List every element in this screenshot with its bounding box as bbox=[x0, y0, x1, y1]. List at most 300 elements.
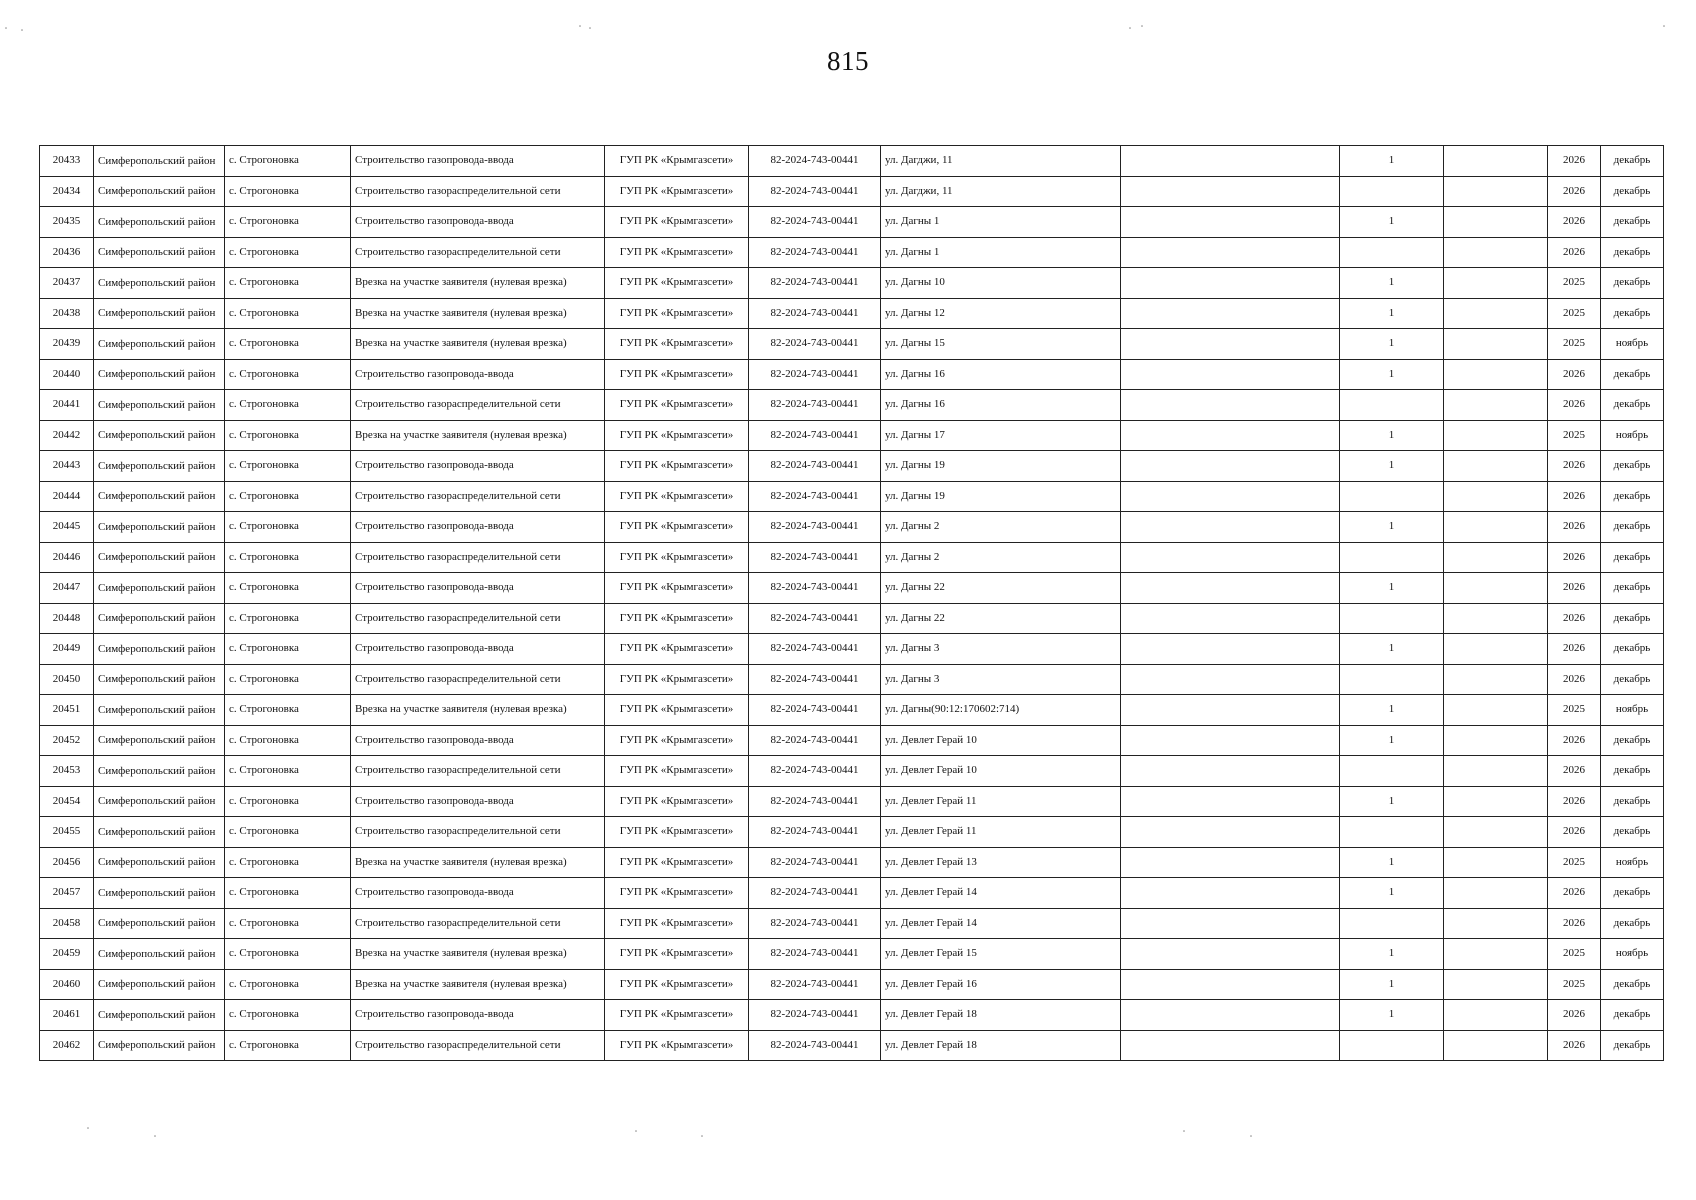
month-cell: декабрь bbox=[1601, 786, 1664, 817]
month-cell: декабрь bbox=[1601, 634, 1664, 665]
empty-cell bbox=[1444, 176, 1548, 207]
quantity-cell: 1 bbox=[1340, 786, 1444, 817]
quantity-cell: 1 bbox=[1340, 268, 1444, 299]
district-cell: Симферопольский район bbox=[94, 268, 225, 299]
table-row bbox=[40, 298, 1664, 329]
empty-cell bbox=[1444, 451, 1548, 482]
year-cell: 2026 bbox=[1548, 146, 1601, 177]
year-cell: 2026 bbox=[1548, 878, 1601, 909]
empty-cell bbox=[1444, 847, 1548, 878]
table-row bbox=[40, 1030, 1664, 1061]
empty-cell bbox=[1121, 786, 1340, 817]
work-type-cell: Строительство газораспределительной сети bbox=[351, 756, 605, 787]
district-cell: Симферопольский район bbox=[94, 969, 225, 1000]
row-number: 20458 bbox=[40, 908, 94, 939]
year-cell: 2025 bbox=[1548, 298, 1601, 329]
empty-cell bbox=[1121, 237, 1340, 268]
empty-cell bbox=[1444, 695, 1548, 726]
address-cell: ул. Девлет Герай 14 bbox=[881, 908, 1121, 939]
empty-cell bbox=[1121, 359, 1340, 390]
month-cell: ноябрь bbox=[1601, 939, 1664, 970]
year-cell: 2026 bbox=[1548, 359, 1601, 390]
empty-cell bbox=[1444, 603, 1548, 634]
program-code-cell: 82-2024-743-00441 bbox=[749, 603, 881, 634]
empty-cell bbox=[1121, 268, 1340, 299]
table-row bbox=[40, 756, 1664, 787]
program-code-cell: 82-2024-743-00441 bbox=[749, 817, 881, 848]
organization-cell: ГУП РК «Крымгазсети» bbox=[605, 451, 749, 482]
month-cell: декабрь bbox=[1601, 390, 1664, 421]
program-code-cell: 82-2024-743-00441 bbox=[749, 1000, 881, 1031]
address-cell: ул. Девлет Герай 10 bbox=[881, 756, 1121, 787]
district-cell: Симферопольский район bbox=[94, 1000, 225, 1031]
work-type-cell: Врезка на участке заявителя (нулевая врезка) bbox=[351, 969, 605, 1000]
year-cell: 2025 bbox=[1548, 847, 1601, 878]
organization-cell: ГУП РК «Крымгазсети» bbox=[605, 298, 749, 329]
empty-cell bbox=[1121, 1000, 1340, 1031]
quantity-cell: 1 bbox=[1340, 634, 1444, 665]
work-type-cell: Врезка на участке заявителя (нулевая врезка) bbox=[351, 695, 605, 726]
empty-cell bbox=[1444, 298, 1548, 329]
month-cell: декабрь bbox=[1601, 1000, 1664, 1031]
organization-cell: ГУП РК «Крымгазсети» bbox=[605, 817, 749, 848]
quantity-cell: 1 bbox=[1340, 725, 1444, 756]
program-code-cell: 82-2024-743-00441 bbox=[749, 786, 881, 817]
village-cell: с. Строгоновка bbox=[225, 512, 351, 543]
village-cell: с. Строгоновка bbox=[225, 329, 351, 360]
village-cell: с. Строгоновка bbox=[225, 542, 351, 573]
address-cell: ул. Дагны 12 bbox=[881, 298, 1121, 329]
address-cell: ул. Дагны 3 bbox=[881, 634, 1121, 665]
table-row bbox=[40, 573, 1664, 604]
quantity-cell bbox=[1340, 176, 1444, 207]
row-number: 20442 bbox=[40, 420, 94, 451]
empty-cell bbox=[1121, 725, 1340, 756]
year-cell: 2025 bbox=[1548, 268, 1601, 299]
district-cell: Симферопольский район bbox=[94, 725, 225, 756]
work-type-cell: Врезка на участке заявителя (нулевая врезка) bbox=[351, 268, 605, 299]
empty-cell bbox=[1444, 939, 1548, 970]
village-cell: с. Строгоновка bbox=[225, 695, 351, 726]
year-cell: 2026 bbox=[1548, 176, 1601, 207]
empty-cell bbox=[1444, 420, 1548, 451]
village-cell: с. Строгоновка bbox=[225, 451, 351, 482]
program-code-cell: 82-2024-743-00441 bbox=[749, 451, 881, 482]
organization-cell: ГУП РК «Крымгазсети» bbox=[605, 329, 749, 360]
month-cell: ноябрь bbox=[1601, 420, 1664, 451]
empty-cell bbox=[1121, 817, 1340, 848]
month-cell: декабрь bbox=[1601, 451, 1664, 482]
program-code-cell: 82-2024-743-00441 bbox=[749, 664, 881, 695]
row-number: 20448 bbox=[40, 603, 94, 634]
table-row bbox=[40, 542, 1664, 573]
quantity-cell: 1 bbox=[1340, 878, 1444, 909]
empty-cell bbox=[1444, 969, 1548, 1000]
table-row bbox=[40, 786, 1664, 817]
month-cell: декабрь bbox=[1601, 512, 1664, 543]
work-type-cell: Строительство газопровода-ввода bbox=[351, 146, 605, 177]
empty-cell bbox=[1121, 176, 1340, 207]
empty-cell bbox=[1444, 634, 1548, 665]
village-cell: с. Строгоновка bbox=[225, 817, 351, 848]
address-cell: ул. Девлет Герай 14 bbox=[881, 878, 1121, 909]
organization-cell: ГУП РК «Крымгазсети» bbox=[605, 573, 749, 604]
empty-cell bbox=[1121, 390, 1340, 421]
district-cell: Симферопольский район bbox=[94, 451, 225, 482]
work-type-cell: Строительство газопровода-ввода bbox=[351, 634, 605, 665]
village-cell: с. Строгоновка bbox=[225, 237, 351, 268]
year-cell: 2025 bbox=[1548, 329, 1601, 360]
row-number: 20455 bbox=[40, 817, 94, 848]
quantity-cell: 1 bbox=[1340, 420, 1444, 451]
district-cell: Симферопольский район bbox=[94, 542, 225, 573]
month-cell: декабрь bbox=[1601, 969, 1664, 1000]
address-cell: ул. Дагны 16 bbox=[881, 359, 1121, 390]
year-cell: 2026 bbox=[1548, 237, 1601, 268]
row-number: 20438 bbox=[40, 298, 94, 329]
organization-cell: ГУП РК «Крымгазсети» bbox=[605, 878, 749, 909]
village-cell: с. Строгоновка bbox=[225, 725, 351, 756]
program-code-cell: 82-2024-743-00441 bbox=[749, 573, 881, 604]
table-row bbox=[40, 268, 1664, 299]
empty-cell bbox=[1444, 878, 1548, 909]
address-cell: ул. Дагны 1 bbox=[881, 237, 1121, 268]
program-code-cell: 82-2024-743-00441 bbox=[749, 237, 881, 268]
empty-cell bbox=[1121, 207, 1340, 238]
program-code-cell: 82-2024-743-00441 bbox=[749, 390, 881, 421]
empty-cell bbox=[1444, 1000, 1548, 1031]
month-cell: декабрь bbox=[1601, 573, 1664, 604]
district-cell: Симферопольский район bbox=[94, 573, 225, 604]
village-cell: с. Строгоновка bbox=[225, 1000, 351, 1031]
organization-cell: ГУП РК «Крымгазсети» bbox=[605, 725, 749, 756]
address-cell: ул. Дагны 19 bbox=[881, 451, 1121, 482]
program-code-cell: 82-2024-743-00441 bbox=[749, 298, 881, 329]
empty-cell bbox=[1121, 573, 1340, 604]
organization-cell: ГУП РК «Крымгазсети» bbox=[605, 939, 749, 970]
table-row bbox=[40, 329, 1664, 360]
empty-cell bbox=[1121, 146, 1340, 177]
month-cell: декабрь bbox=[1601, 298, 1664, 329]
quantity-cell: 1 bbox=[1340, 695, 1444, 726]
program-code-cell: 82-2024-743-00441 bbox=[749, 542, 881, 573]
district-cell: Симферопольский район bbox=[94, 603, 225, 634]
quantity-cell bbox=[1340, 817, 1444, 848]
village-cell: с. Строгоновка bbox=[225, 573, 351, 604]
empty-cell bbox=[1121, 634, 1340, 665]
year-cell: 2026 bbox=[1548, 207, 1601, 238]
empty-cell bbox=[1121, 939, 1340, 970]
row-number: 20439 bbox=[40, 329, 94, 360]
month-cell: декабрь bbox=[1601, 268, 1664, 299]
month-cell: ноябрь bbox=[1601, 847, 1664, 878]
empty-cell bbox=[1444, 146, 1548, 177]
program-code-cell: 82-2024-743-00441 bbox=[749, 268, 881, 299]
village-cell: с. Строгоновка bbox=[225, 939, 351, 970]
year-cell: 2026 bbox=[1548, 603, 1601, 634]
table-row bbox=[40, 420, 1664, 451]
quantity-cell: 1 bbox=[1340, 146, 1444, 177]
address-cell: ул. Девлет Герай 10 bbox=[881, 725, 1121, 756]
empty-cell bbox=[1121, 420, 1340, 451]
empty-cell bbox=[1121, 542, 1340, 573]
village-cell: с. Строгоновка bbox=[225, 268, 351, 299]
year-cell: 2026 bbox=[1548, 542, 1601, 573]
table-row bbox=[40, 939, 1664, 970]
month-cell: декабрь bbox=[1601, 1030, 1664, 1061]
program-code-cell: 82-2024-743-00441 bbox=[749, 969, 881, 1000]
table-row bbox=[40, 603, 1664, 634]
empty-cell bbox=[1444, 756, 1548, 787]
year-cell: 2026 bbox=[1548, 1030, 1601, 1061]
table-row bbox=[40, 359, 1664, 390]
program-code-cell: 82-2024-743-00441 bbox=[749, 146, 881, 177]
district-cell: Симферопольский район bbox=[94, 359, 225, 390]
empty-cell bbox=[1444, 207, 1548, 238]
organization-cell: ГУП РК «Крымгазсети» bbox=[605, 359, 749, 390]
quantity-cell bbox=[1340, 390, 1444, 421]
village-cell: с. Строгоновка bbox=[225, 878, 351, 909]
empty-cell bbox=[1121, 664, 1340, 695]
organization-cell: ГУП РК «Крымгазсети» bbox=[605, 908, 749, 939]
table-row bbox=[40, 847, 1664, 878]
table-row bbox=[40, 146, 1664, 177]
organization-cell: ГУП РК «Крымгазсети» bbox=[605, 207, 749, 238]
organization-cell: ГУП РК «Крымгазсети» bbox=[605, 542, 749, 573]
year-cell: 2026 bbox=[1548, 634, 1601, 665]
table-row bbox=[40, 176, 1664, 207]
month-cell: декабрь bbox=[1601, 237, 1664, 268]
row-number: 20456 bbox=[40, 847, 94, 878]
district-cell: Симферопольский район bbox=[94, 512, 225, 543]
work-type-cell: Врезка на участке заявителя (нулевая врезка) bbox=[351, 939, 605, 970]
table-row bbox=[40, 1000, 1664, 1031]
year-cell: 2026 bbox=[1548, 573, 1601, 604]
address-cell: ул. Дагны(90:12:170602:714) bbox=[881, 695, 1121, 726]
row-number: 20459 bbox=[40, 939, 94, 970]
work-type-cell: Строительство газораспределительной сети bbox=[351, 176, 605, 207]
program-code-cell: 82-2024-743-00441 bbox=[749, 176, 881, 207]
year-cell: 2025 bbox=[1548, 695, 1601, 726]
village-cell: с. Строгоновка bbox=[225, 146, 351, 177]
village-cell: с. Строгоновка bbox=[225, 908, 351, 939]
quantity-cell: 1 bbox=[1340, 207, 1444, 238]
district-cell: Симферопольский район bbox=[94, 298, 225, 329]
quantity-cell bbox=[1340, 603, 1444, 634]
quantity-cell: 1 bbox=[1340, 329, 1444, 360]
district-cell: Симферопольский район bbox=[94, 176, 225, 207]
row-number: 20461 bbox=[40, 1000, 94, 1031]
organization-cell: ГУП РК «Крымгазсети» bbox=[605, 420, 749, 451]
village-cell: с. Строгоновка bbox=[225, 420, 351, 451]
year-cell: 2026 bbox=[1548, 817, 1601, 848]
empty-cell bbox=[1121, 847, 1340, 878]
village-cell: с. Строгоновка bbox=[225, 786, 351, 817]
organization-cell: ГУП РК «Крымгазсети» bbox=[605, 176, 749, 207]
empty-cell bbox=[1444, 573, 1548, 604]
program-code-cell: 82-2024-743-00441 bbox=[749, 1030, 881, 1061]
month-cell: декабрь bbox=[1601, 481, 1664, 512]
empty-cell bbox=[1444, 725, 1548, 756]
month-cell: декабрь bbox=[1601, 756, 1664, 787]
village-cell: с. Строгоновка bbox=[225, 207, 351, 238]
village-cell: с. Строгоновка bbox=[225, 1030, 351, 1061]
empty-cell bbox=[1121, 756, 1340, 787]
address-cell: ул. Дагны 16 bbox=[881, 390, 1121, 421]
address-cell: ул. Девлет Герай 18 bbox=[881, 1030, 1121, 1061]
program-code-cell: 82-2024-743-00441 bbox=[749, 756, 881, 787]
work-type-cell: Строительство газопровода-ввода bbox=[351, 512, 605, 543]
work-type-cell: Строительство газораспределительной сети bbox=[351, 390, 605, 421]
village-cell: с. Строгоновка bbox=[225, 176, 351, 207]
month-cell: ноябрь bbox=[1601, 329, 1664, 360]
page-number: 815 bbox=[827, 46, 869, 76]
registry-rows bbox=[40, 146, 1664, 1061]
table-row bbox=[40, 237, 1664, 268]
quantity-cell: 1 bbox=[1340, 847, 1444, 878]
work-type-cell: Строительство газораспределительной сети bbox=[351, 542, 605, 573]
quantity-cell bbox=[1340, 664, 1444, 695]
work-type-cell: Строительство газопровода-ввода bbox=[351, 725, 605, 756]
quantity-cell bbox=[1340, 1030, 1444, 1061]
empty-cell bbox=[1121, 451, 1340, 482]
district-cell: Симферопольский район bbox=[94, 908, 225, 939]
work-type-cell: Строительство газопровода-ввода bbox=[351, 451, 605, 482]
row-number: 20453 bbox=[40, 756, 94, 787]
organization-cell: ГУП РК «Крымгазсети» bbox=[605, 146, 749, 177]
program-code-cell: 82-2024-743-00441 bbox=[749, 847, 881, 878]
empty-cell bbox=[1444, 329, 1548, 360]
organization-cell: ГУП РК «Крымгазсети» bbox=[605, 634, 749, 665]
quantity-cell bbox=[1340, 542, 1444, 573]
village-cell: с. Строгоновка bbox=[225, 390, 351, 421]
program-code-cell: 82-2024-743-00441 bbox=[749, 939, 881, 970]
row-number: 20435 bbox=[40, 207, 94, 238]
year-cell: 2025 bbox=[1548, 420, 1601, 451]
quantity-cell bbox=[1340, 237, 1444, 268]
address-cell: ул. Девлет Герай 11 bbox=[881, 786, 1121, 817]
table-row bbox=[40, 451, 1664, 482]
year-cell: 2026 bbox=[1548, 390, 1601, 421]
district-cell: Симферопольский район bbox=[94, 817, 225, 848]
village-cell: с. Строгоновка bbox=[225, 359, 351, 390]
program-code-cell: 82-2024-743-00441 bbox=[749, 207, 881, 238]
table-row bbox=[40, 481, 1664, 512]
row-number: 20450 bbox=[40, 664, 94, 695]
quantity-cell: 1 bbox=[1340, 573, 1444, 604]
empty-cell bbox=[1121, 1030, 1340, 1061]
address-cell: ул. Дагны 10 bbox=[881, 268, 1121, 299]
row-number: 20446 bbox=[40, 542, 94, 573]
year-cell: 2026 bbox=[1548, 664, 1601, 695]
district-cell: Симферопольский район bbox=[94, 695, 225, 726]
program-code-cell: 82-2024-743-00441 bbox=[749, 725, 881, 756]
district-cell: Симферопольский район bbox=[94, 237, 225, 268]
row-number: 20443 bbox=[40, 451, 94, 482]
row-number: 20457 bbox=[40, 878, 94, 909]
work-type-cell: Строительство газопровода-ввода bbox=[351, 1000, 605, 1031]
village-cell: с. Строгоновка bbox=[225, 664, 351, 695]
address-cell: ул. Дагджи, 11 bbox=[881, 146, 1121, 177]
organization-cell: ГУП РК «Крымгазсети» bbox=[605, 786, 749, 817]
address-cell: ул. Дагны 2 bbox=[881, 512, 1121, 543]
work-type-cell: Врезка на участке заявителя (нулевая врезка) bbox=[351, 298, 605, 329]
row-number: 20440 bbox=[40, 359, 94, 390]
organization-cell: ГУП РК «Крымгазсети» bbox=[605, 969, 749, 1000]
year-cell: 2026 bbox=[1548, 756, 1601, 787]
empty-cell bbox=[1121, 603, 1340, 634]
year-cell: 2025 bbox=[1548, 939, 1601, 970]
year-cell: 2026 bbox=[1548, 512, 1601, 543]
table-row bbox=[40, 512, 1664, 543]
table-row bbox=[40, 969, 1664, 1000]
year-cell: 2026 bbox=[1548, 1000, 1601, 1031]
address-cell: ул. Девлет Герай 11 bbox=[881, 817, 1121, 848]
work-type-cell: Строительство газопровода-ввода bbox=[351, 573, 605, 604]
year-cell: 2026 bbox=[1548, 451, 1601, 482]
empty-cell bbox=[1444, 390, 1548, 421]
village-cell: с. Строгоновка bbox=[225, 298, 351, 329]
address-cell: ул. Девлет Герай 16 bbox=[881, 969, 1121, 1000]
organization-cell: ГУП РК «Крымгазсети» bbox=[605, 237, 749, 268]
empty-cell bbox=[1444, 542, 1548, 573]
quantity-cell: 1 bbox=[1340, 969, 1444, 1000]
quantity-cell: 1 bbox=[1340, 298, 1444, 329]
address-cell: ул. Девлет Герай 18 bbox=[881, 1000, 1121, 1031]
month-cell: декабрь bbox=[1601, 817, 1664, 848]
empty-cell bbox=[1444, 512, 1548, 543]
organization-cell: ГУП РК «Крымгазсети» bbox=[605, 664, 749, 695]
empty-cell bbox=[1121, 298, 1340, 329]
empty-cell bbox=[1444, 908, 1548, 939]
empty-cell bbox=[1444, 237, 1548, 268]
row-number: 20444 bbox=[40, 481, 94, 512]
row-number: 20452 bbox=[40, 725, 94, 756]
empty-cell bbox=[1444, 359, 1548, 390]
program-code-cell: 82-2024-743-00441 bbox=[749, 634, 881, 665]
organization-cell: ГУП РК «Крымгазсети» bbox=[605, 390, 749, 421]
row-number: 20447 bbox=[40, 573, 94, 604]
address-cell: ул. Дагны 22 bbox=[881, 603, 1121, 634]
district-cell: Симферопольский район bbox=[94, 146, 225, 177]
empty-cell bbox=[1121, 329, 1340, 360]
organization-cell: ГУП РК «Крымгазсети» bbox=[605, 1030, 749, 1061]
district-cell: Симферопольский район bbox=[94, 756, 225, 787]
empty-cell bbox=[1121, 481, 1340, 512]
organization-cell: ГУП РК «Крымгазсети» bbox=[605, 481, 749, 512]
year-cell: 2025 bbox=[1548, 969, 1601, 1000]
program-code-cell: 82-2024-743-00441 bbox=[749, 695, 881, 726]
district-cell: Симферопольский район bbox=[94, 390, 225, 421]
program-code-cell: 82-2024-743-00441 bbox=[749, 481, 881, 512]
table-row bbox=[40, 725, 1664, 756]
empty-cell bbox=[1444, 786, 1548, 817]
district-cell: Симферопольский район bbox=[94, 420, 225, 451]
work-type-cell: Врезка на участке заявителя (нулевая врезка) bbox=[351, 420, 605, 451]
month-cell: декабрь bbox=[1601, 725, 1664, 756]
table-row bbox=[40, 817, 1664, 848]
row-number: 20449 bbox=[40, 634, 94, 665]
organization-cell: ГУП РК «Крымгазсети» bbox=[605, 268, 749, 299]
district-cell: Симферопольский район bbox=[94, 1030, 225, 1061]
address-cell: ул. Дагджи, 11 bbox=[881, 176, 1121, 207]
month-cell: декабрь bbox=[1601, 603, 1664, 634]
program-code-cell: 82-2024-743-00441 bbox=[749, 512, 881, 543]
row-number: 20434 bbox=[40, 176, 94, 207]
program-code-cell: 82-2024-743-00441 bbox=[749, 359, 881, 390]
village-cell: с. Строгоновка bbox=[225, 634, 351, 665]
work-type-cell: Строительство газопровода-ввода bbox=[351, 878, 605, 909]
